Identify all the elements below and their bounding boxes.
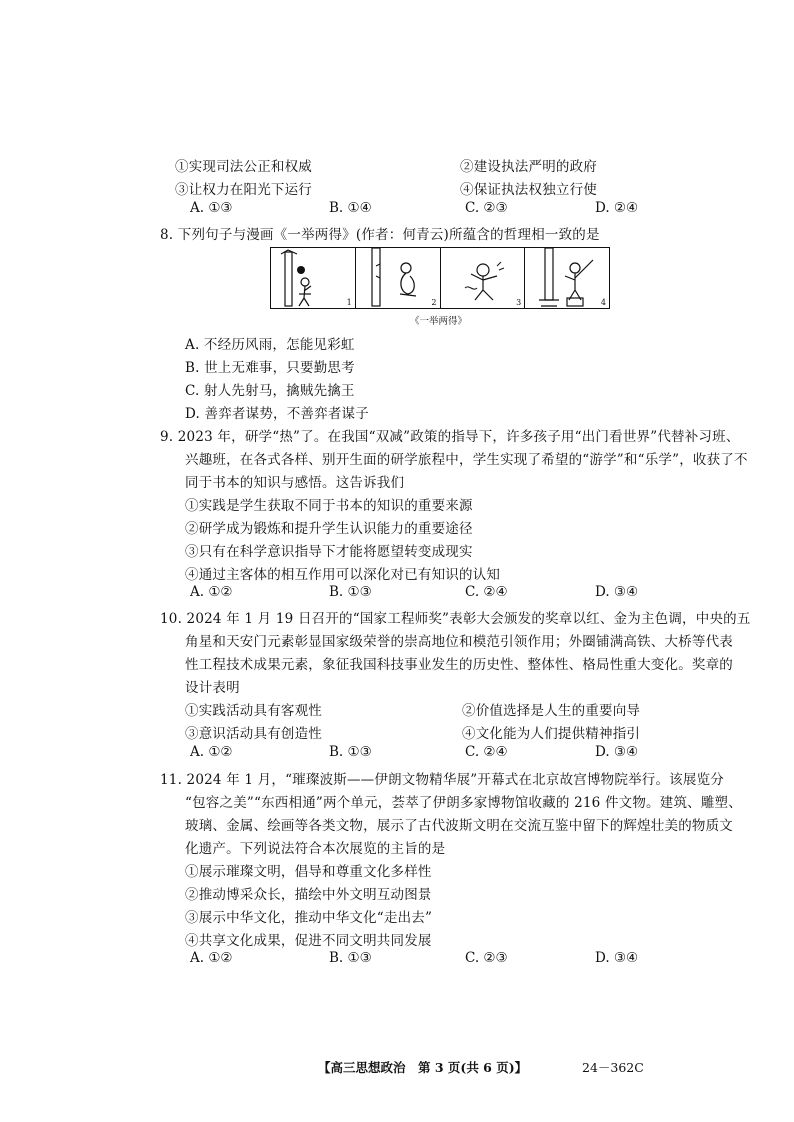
q8-choice-d: D. 善弈者谋势，不善弈者谋子 bbox=[185, 406, 369, 422]
q10-option-b: B. ①③ bbox=[329, 744, 372, 760]
q7-option-a: A. ①③ bbox=[190, 200, 233, 216]
comic-panel-3-number: 3 bbox=[516, 298, 522, 307]
q11-option-a: A. ①② bbox=[190, 950, 233, 966]
q9-item-1: ①实践是学生获取不同于书本的知识的重要来源 bbox=[185, 498, 473, 514]
q7-item-2: ②建设执法严明的政府 bbox=[460, 159, 597, 175]
q9-stem-line-3: 同于书本的知识与感悟。这告诉我们 bbox=[185, 475, 405, 491]
q10-stem-line-2: 角星和天安门元素彰显国家级荣誉的崇高地位和模范引领作用；外圈铺满高铁、大桥等代表 bbox=[185, 634, 733, 650]
q9-option-d: D. ③④ bbox=[595, 584, 639, 600]
comic-panel-1-drawing bbox=[271, 248, 355, 308]
q11-item-3: ③展示中华文化，推动中华文化“走出去” bbox=[185, 910, 433, 926]
comic-panel-4-number: 4 bbox=[600, 298, 606, 307]
q7-option-c: C. ②③ bbox=[465, 200, 508, 216]
q8-choice-b: B. 世上无难事，只要勤思考 bbox=[185, 360, 355, 376]
q11-stem-line-4: 化遗产。下列说法符合本次展览的主旨的是 bbox=[185, 841, 446, 857]
q8-stem: 8. 下列句子与漫画《一举两得》(作者：何青云)所蕴含的哲理相一致的是 bbox=[160, 227, 600, 243]
q11-stem-line-3: 玻璃、金属、绘画等各类文物，展示了古代波斯文明在交流互鉴中留下的辉煌壮美的物质文 bbox=[185, 818, 733, 834]
q10-stem-line-4: 设计表明 bbox=[185, 680, 240, 696]
q10-item-4: ④文化能为人们提供精神指引 bbox=[462, 726, 641, 742]
comic-panel-1 bbox=[271, 248, 356, 308]
comic-caption: 《一举两得》 bbox=[410, 316, 468, 327]
q9-option-b: B. ①③ bbox=[329, 584, 372, 600]
exam-code: 24－362C bbox=[582, 1060, 644, 1075]
q10-item-3: ③意识活动具有创造性 bbox=[185, 726, 322, 742]
q11-item-1: ①展示璀璨文明，倡导和尊重文化多样性 bbox=[185, 864, 432, 880]
q9-item-4: ④通过主客体的相互作用可以深化对已有知识的认知 bbox=[185, 567, 501, 583]
q11-option-d: D. ③④ bbox=[595, 950, 639, 966]
comic-panel-4-drawing bbox=[525, 248, 609, 308]
q9-stem-line-2: 兴趣班，在各式各样、别开生面的研学旅程中，学生实现了希望的“游学”和“乐学”，收获了不 bbox=[185, 452, 748, 468]
comic-panel-3-drawing bbox=[441, 248, 525, 308]
q10-stem-line-3: 性工程技术成果元素，象征我国科技事业发生的历史性、整体性、格局性重大变化。奖章的 bbox=[185, 657, 733, 673]
comic-panel-3 bbox=[441, 248, 526, 308]
q11-option-c: C. ②③ bbox=[465, 950, 508, 966]
comic-panel-4 bbox=[525, 248, 609, 308]
comic-panel-2-drawing bbox=[356, 248, 440, 308]
comic-panel-2-number: 2 bbox=[431, 298, 437, 307]
q10-item-2: ②价值选择是人生的重要向导 bbox=[462, 703, 641, 719]
q7-item-1: ①实现司法公正和权威 bbox=[175, 159, 312, 175]
q10-option-a: A. ①② bbox=[190, 744, 233, 760]
q10-option-d: D. ③④ bbox=[595, 744, 639, 760]
q10-option-c: C. ②④ bbox=[465, 744, 508, 760]
comic-panel-1-number: 1 bbox=[346, 298, 352, 307]
q9-stem-line-1: 9. 2023 年，研学“热”了。在我国“双减”政策的指导下，许多孩子用“出门看世界”代替补习班、 bbox=[160, 429, 740, 445]
q7-item-3: ③让权力在阳光下运行 bbox=[175, 182, 312, 198]
q8-choice-c: C. 射人先射马，擒贼先擒王 bbox=[185, 383, 355, 399]
q9-item-3: ③只有在科学意识指导下才能将愿望转变成现实 bbox=[185, 544, 473, 560]
q11-option-b: B. ①③ bbox=[329, 950, 372, 966]
q7-option-d: D. ②④ bbox=[595, 200, 639, 216]
q11-stem-line-1: 11. 2024 年 1 月，“璀璨波斯——伊朗文物精华展”开幕式在北京故宫博物院举行。该展览分 bbox=[160, 772, 724, 788]
q11-item-4: ④共享文化成果，促进不同文明共同发展 bbox=[185, 933, 432, 949]
q7-item-4: ④保证执法权独立行使 bbox=[460, 182, 597, 198]
q7-option-b: B. ①④ bbox=[329, 200, 372, 216]
page-footer-label: 【高三思想政治 第 3 页(共 6 页)】 bbox=[318, 1060, 528, 1075]
comic-panel-2 bbox=[356, 248, 441, 308]
comic-strip bbox=[270, 247, 610, 309]
q9-item-2: ②研学成为锻炼和提升学生认识能力的重要途径 bbox=[185, 521, 473, 537]
q11-item-2: ②推动博采众长，描绘中外文明互动图景 bbox=[185, 887, 432, 903]
q9-option-a: A. ①② bbox=[190, 584, 233, 600]
q10-stem-line-1: 10. 2024 年 1 月 19 日召开的“国家工程师奖”表彰大会颁发的奖章以红、金为主色调，中央的五 bbox=[160, 611, 751, 627]
q11-stem-line-2: “包容之美”“东西相通”两个单元，荟萃了伊朗多家博物馆收藏的 216 件文物。建筑、雕塑、 bbox=[185, 795, 742, 811]
q8-choice-a: A. 不经历风雨，怎能见彩虹 bbox=[185, 337, 355, 353]
q10-item-1: ①实践活动具有客观性 bbox=[185, 703, 322, 719]
q9-option-c: C. ②④ bbox=[465, 584, 508, 600]
